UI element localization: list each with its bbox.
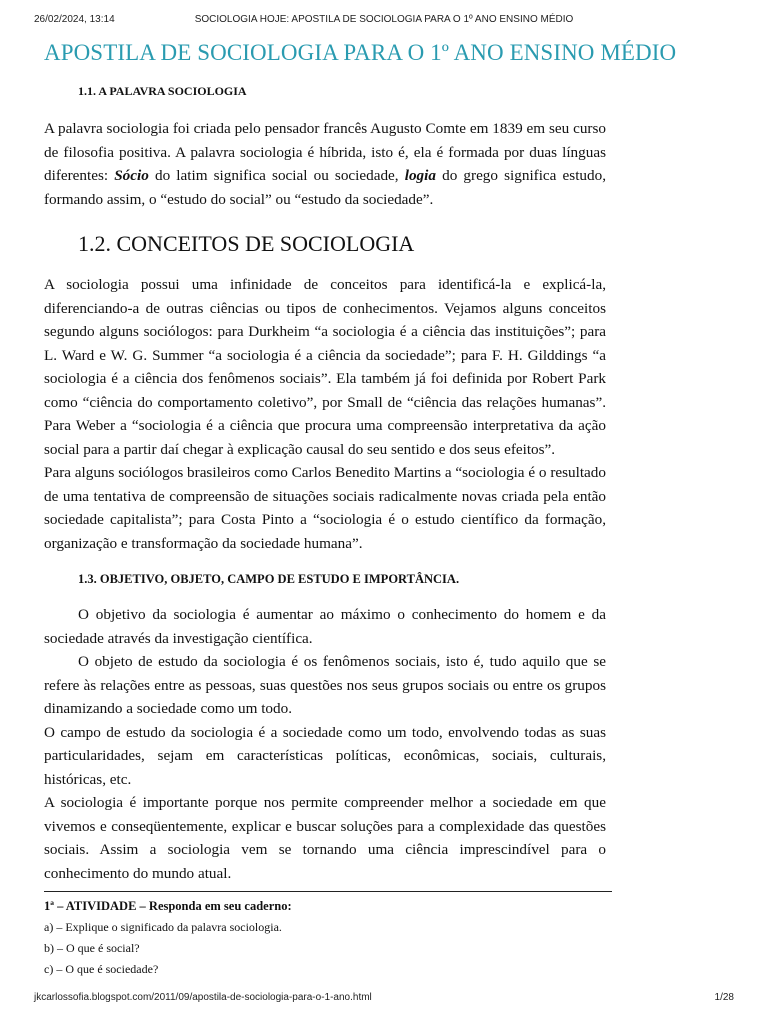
section-3-paragraph-1: O objetivo da sociologia é aumentar ao máximo o conhecimento do homem e da sociedade através da investigação científica. — [44, 606, 606, 647]
print-header — [34, 14, 734, 28]
section-1-paragraph: A palavra sociologia foi criada pelo pensador francês Augusto Comte em 1839 em seu curso de filosofia positiva. A palavra sociologia é híbrida, isto é, ela é formada por duas línguas diferentes: Sócio do latim significa social ou sociedade, logia do grego significa estudo, formando assim, o “estudo do social” ou “estudo da sociedade”. — [44, 120, 606, 208]
term-logia: logia — [404, 167, 436, 184]
section-3-paragraph-4: A sociologia é importante porque nos permite compreender melhor a sociedade em que vivemos e conseqüentemente, explicar e buscar soluções para a complexidade das questões sociais. Assim a sociologia vem se tornando uma ciência imprescindível para o conhecimento do mundo atual. — [44, 794, 606, 882]
term-socio: Sócio — [114, 167, 149, 184]
activity-title: 1ª – ATIVIDADE – Responda em seu caderno: — [44, 899, 292, 913]
section-3-heading: 1.3. OBJETIVO, OBJETO, CAMPO DE ESTUDO E IMPORTÂNCIA. — [78, 572, 460, 586]
document-title: APOSTILA DE SOCIOLOGIA PARA O 1º ANO ENSINO MÉDIO — [44, 40, 677, 65]
print-page-title: SOCIOLOGIA HOJE: APOSTILA DE SOCIOLOGIA PARA O 1º ANO ENSINO MÉDIO — [194, 14, 574, 25]
section-2-paragraph-1: A sociologia possui uma infinidade de conceitos para identificá-la e explicá-la, diferenciando-a de outras ciências ou tipos de conhecimentos. Vejamos alguns conceitos segundo alguns sociólogos: para Durkheim “a sociologia é a ciência das instituições”; para L. Ward e W. G. Summer “a sociologia é a ciência da sociedade”; para F. H. Gilddings “a sociologia é a ciência dos fenômenos sociais”. Ela também já foi definida por Robert Park como “ciência do comportamento coletivo”, por Small de “ciência das relações humanas”. Para Weber a “sociologia é a ciência que procura uma compreensão interpretativa da ação social para a partir daí chegar à explicação causal do seu sentido e dos seus efeitos”. — [44, 276, 606, 458]
section-2-paragraph-2: Para alguns sociólogos brasileiros como Carlos Benedito Martins a “sociologia é o resultado de uma tentativa de compreensão de situações sociais radicalmente novas criada pela então sociedade capitalista”; para Costa Pinto a “sociologia é o estudo científico da formação, organização e transformação da sociedade humana”. — [44, 464, 606, 552]
source-url[interactable]: jkcarlossofia.blogspot.com/2011/09/apostila-de-sociologia-para-o-1-ano.html — [34, 992, 372, 1003]
document-content — [44, 38, 677, 980]
activity-question: b) – O que é social? — [44, 941, 140, 955]
print-footer — [34, 992, 734, 1006]
section-1-heading: 1.1. A PALAVRA SOCIOLOGIA — [78, 84, 247, 98]
page-number: 1/28 — [714, 992, 734, 1003]
section-3-paragraph-2: O objeto de estudo da sociologia é os fenômenos sociais, isto é, tudo aquilo que se refere às relações entre as pessoas, suas questões nos seus grupos sociais ou entre os grupos dinamizando a sociedade como um todo. — [44, 653, 606, 717]
print-datetime: 26/02/2024, 13:14 — [34, 14, 115, 25]
activity-block — [44, 896, 606, 980]
activity-question: a) – Explique o significado da palavra sociologia. — [44, 920, 282, 934]
activity-question: c) – O que é sociedade? — [44, 962, 159, 976]
divider-line — [44, 891, 612, 892]
section-3-paragraph-3: O campo de estudo da sociologia é a sociedade como um todo, envolvendo todas as suas particularidades, sejam em características políticas, econômicas, sociais, culturais, históricas, etc. — [44, 723, 606, 788]
section-2-heading: 1.2. CONCEITOS DE SOCIOLOGIA — [78, 231, 415, 256]
